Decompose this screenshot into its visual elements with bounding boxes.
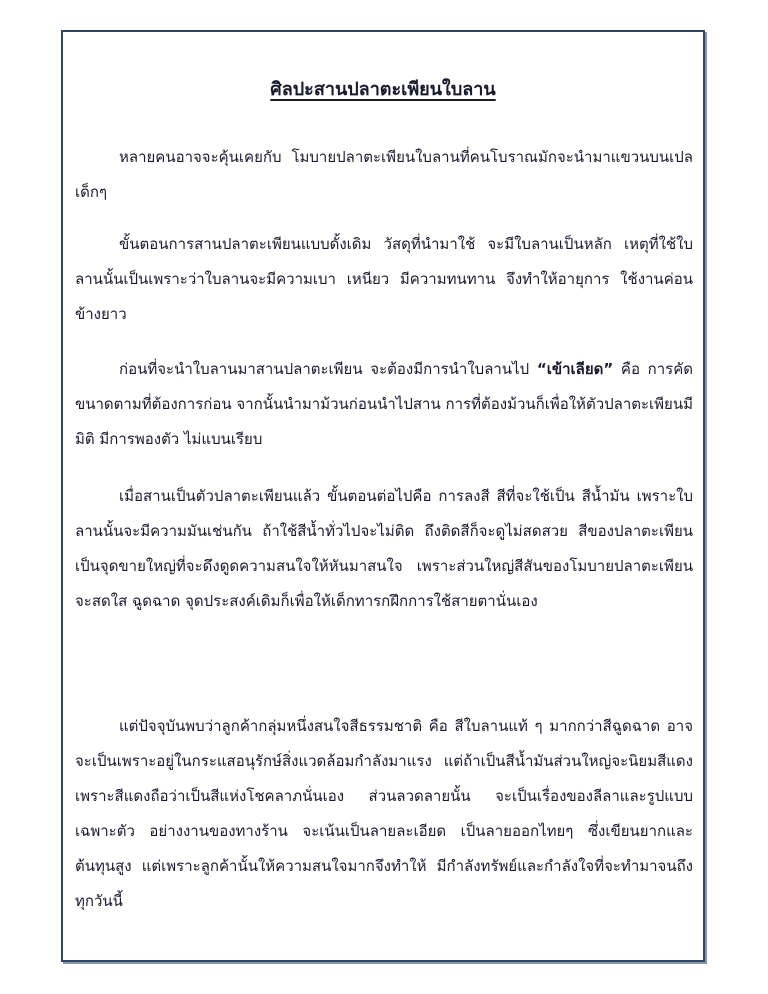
paragraph-1: หลายคนอาจจะคุ้นเคยกับ โมบายปลาตะเพียนใบลานที่คนโบราณมักจะนำมาแขวนบนเปลเด็กๆ (75, 148, 693, 201)
document-title (63, 74, 703, 103)
document-frame (61, 30, 705, 962)
paragraph-3 (75, 352, 693, 457)
paragraph-3-highlight: “เข้าเลียด” (536, 360, 614, 378)
paragraph-3-after: คือ การคัดขนาดตามที่ต้องการก่อน จากนั้นนำมาม้วนก่อนนำไปสาน การที่ต้องม้วนก็เพื่อให้ตัวปลาตะเพียนมีมิติ มีการพองตัว ไม่แบนเรียบ (75, 360, 694, 448)
paragraph-5: แต่ปัจจุบันพบว่าลูกค้ากลุ่มหนึ่งสนใจสีธรรมชาติ คือ สีใบลานแท้ ๆ มากกว่าสีฉูดฉาด อาจจะเป็นเพราะอยู่ในกระแสอนุรักษ์สิ่งแวดล้อมกำลังมาแรง แต่ถ้าเป็นสีน้ำมันส่วนใหญ่จะนิยมสีแดง เพราะสีแดงถือว่าเป็นสีแห่งโชคลาภนั่นเอง ส่วนลวดลายนั้น จะเป็นเรื่องของลีลาและรูปแบบเฉพาะตัว อย่างงานของทางร้าน จะเน้นเป็นลายละเอียด เป็นลายออกไทยๆ ซึ่งเขียนยากและต้นทุนสูง แต่เพราะลูกค้านั้นให้ความสนใจมากจึงทำให้ มีกำลังทรัพย์และกำลังใจที่จะทำมาจนถึงทุกวันนี้ (75, 717, 693, 910)
paragraph-3-before: ก่อนที่จะนำใบลานมาสานปลาตะเพียน จะต้องมีการนำใบลานไป (119, 360, 537, 378)
paragraph-2: ขั้นตอนการสานปลาตะเพียนแบบดั้งเดิม วัสดุที่นำมาใช้ จะมีใบลานเป็นหลัก เหตุที่ใช้ใบลานนั้นเป็นเพราะว่าใบลานจะมีความเบา เหนียว มีความทนทาน จึงทำให้อายุการ ใช้งานค่อนข้างยาว (75, 235, 693, 323)
paragraph-4: เมื่อสานเป็นตัวปลาตะเพียนแล้ว ขั้นตอนต่อไปคือ การลงสี สีที่จะใช้เป็น สีน้ำมัน เพราะใบลานนั้นจะมีความมันเช่นกัน ถ้าใช้สีน้ำทั่วไปจะไม่ติด ถึงติดสีก็จะดูไม่สดสวย สีของปลาตะเพียนเป็นจุดขายใหญ่ที่จะดึงดูดความสนใจให้หันมาสนใจ เพราะส่วนใหญ่สีสันของโมบายปลาตะเพียนจะสดใส ฉูดฉาด จุดประสงค์เดิมก็เพื่อให้เด็กทารกฝึกการใช้สายตานั่นเอง (75, 487, 693, 610)
document-title-text: ศิลปะสานปลาตะเพียนใบลาน (270, 79, 496, 100)
